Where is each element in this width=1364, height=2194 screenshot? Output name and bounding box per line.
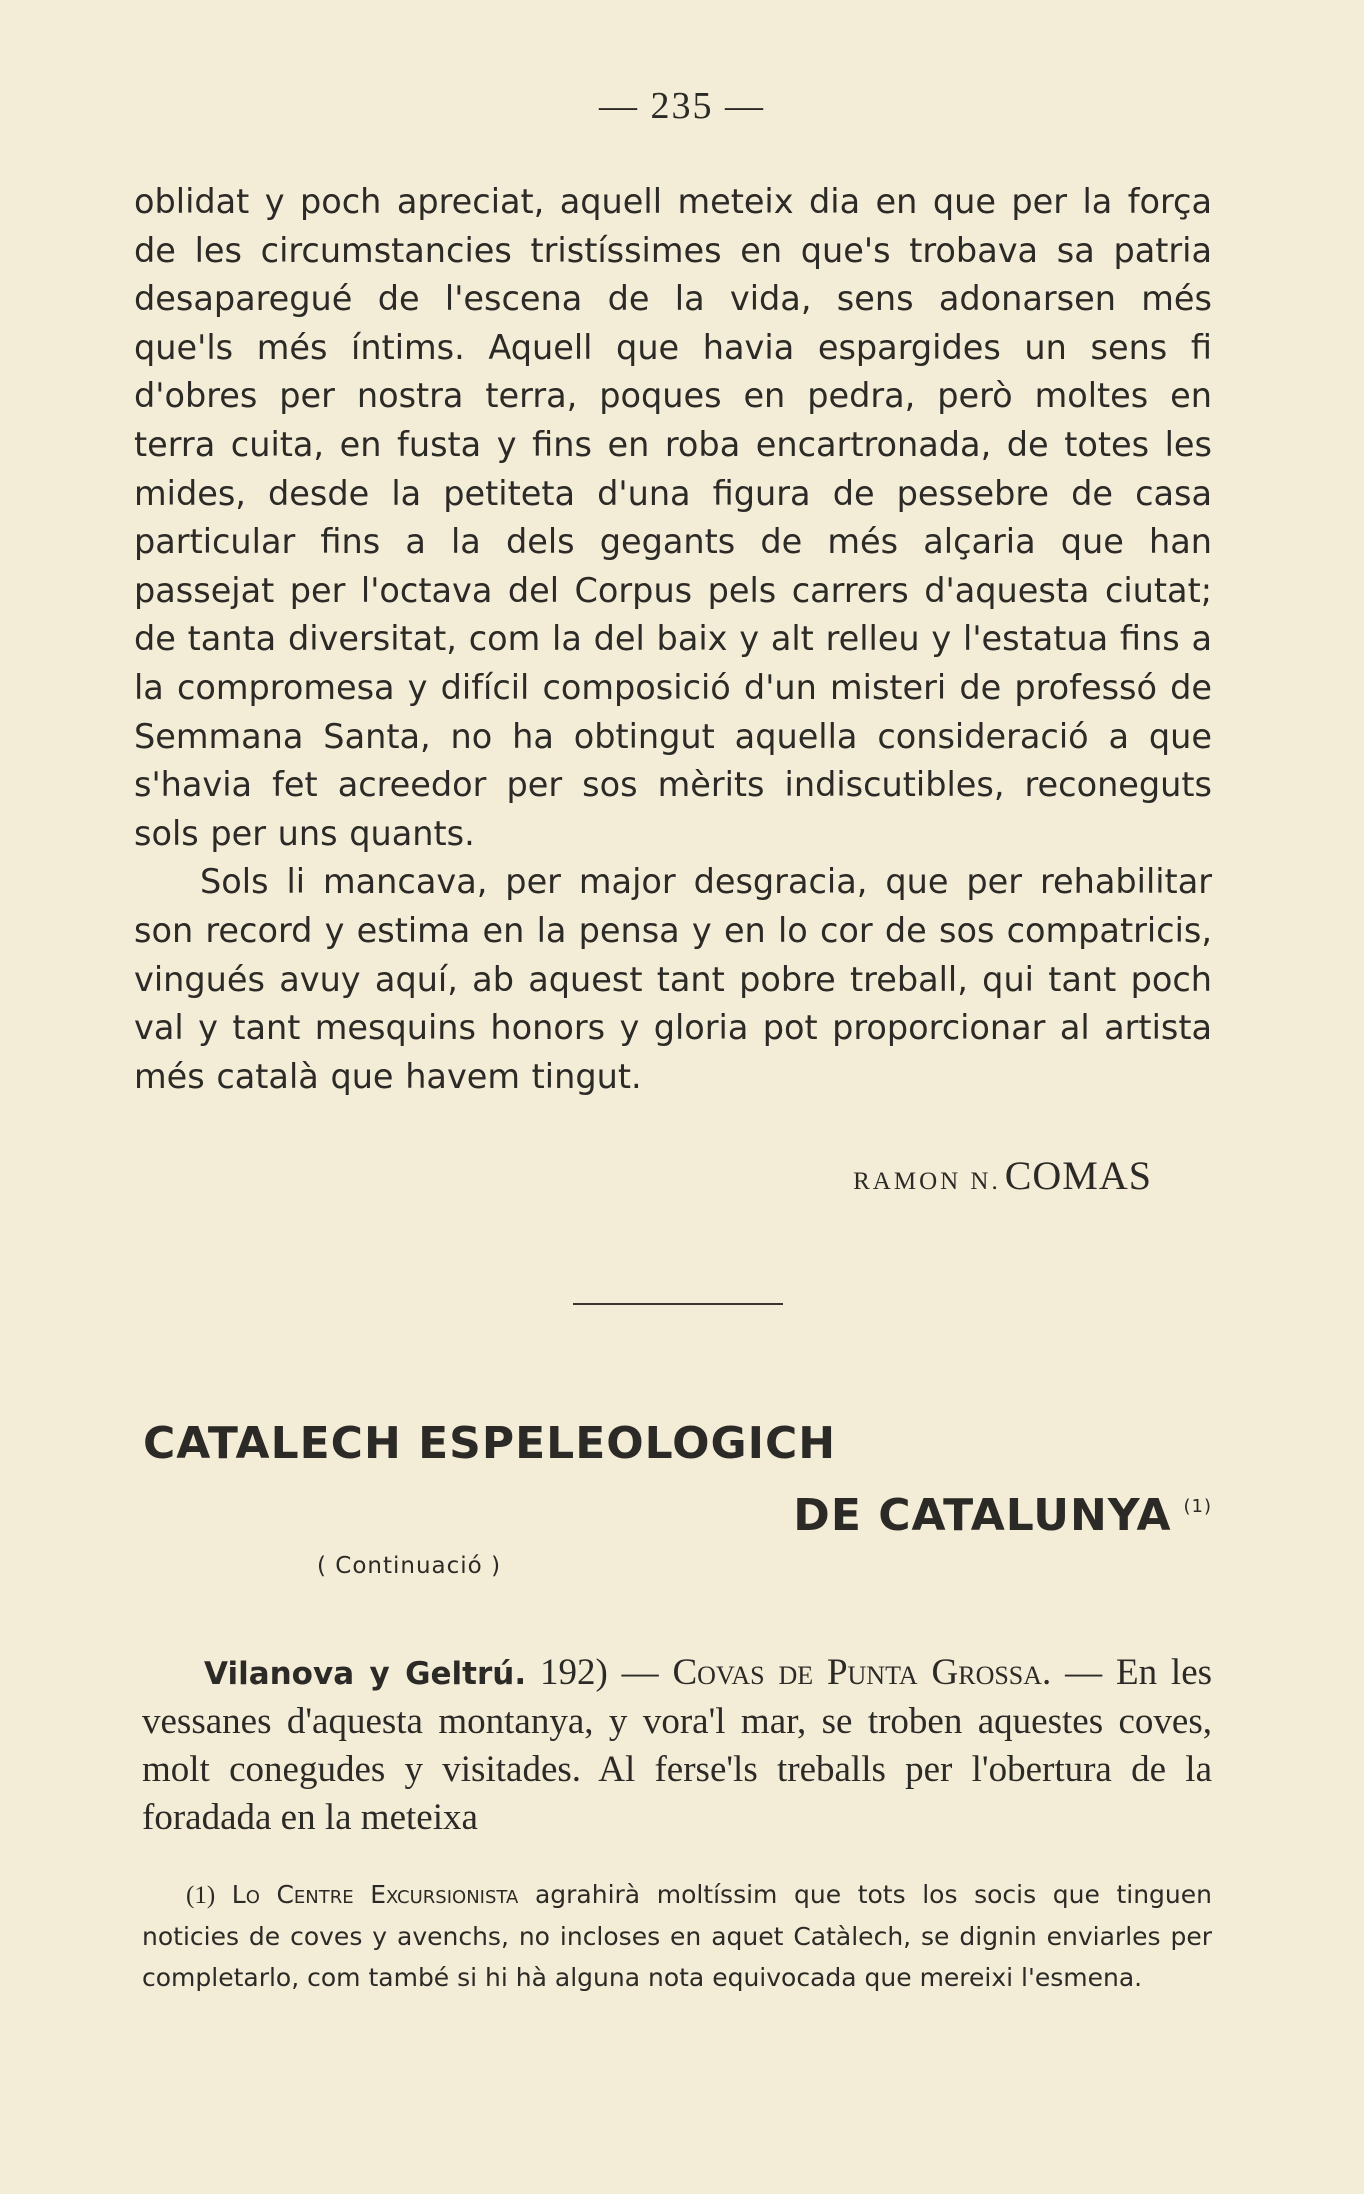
author-signature — [853, 1152, 1152, 1199]
page-number: — 235 — — [599, 85, 765, 127]
footnote-organization: Lo Centre Excursionista — [231, 1880, 519, 1909]
continued-text — [134, 178, 1212, 1101]
footnote-paragraph — [142, 1874, 1212, 1998]
footnote-marker: (1) — [186, 1882, 216, 1909]
footnote — [142, 1874, 1212, 1998]
entry-place: Vilanova y Geltrú. — [204, 1656, 527, 1692]
footnote-reference[interactable]: (1) — [1183, 1496, 1212, 1517]
signature-first-name: RAMON N. — [853, 1168, 1001, 1195]
entry-paragraph — [142, 1649, 1212, 1842]
catalogue-entry — [142, 1649, 1212, 1842]
entry-title: — Covas de Punta Grossa. — [621, 1652, 1052, 1693]
title-line-2-text: DE CATALUNYA — [793, 1490, 1172, 1541]
article-title-line-1: CATALECH ESPELEOLOGICH — [143, 1418, 837, 1469]
section-divider — [573, 1303, 783, 1305]
paragraph-2: Sols li mancava, per major desgracia, que per rehabilitar son record y estima en la pensa y en lo cor de sos compatricis, vingués avuy aquí, ab aquest tant pobre treball, qui tant poch val y tant mesquins honors y gloria pot proporcionar al artista més català que havem tingut. — [134, 862, 1212, 1096]
entry-number: 192) — [539, 1652, 608, 1693]
signature-surname: COMAS — [1004, 1153, 1152, 1198]
footnote-text: agrahirà moltíssim que tots los socis que tinguen noticies de coves y avenchs, no incloses en aquet Catàlech, se dignin enviarles per completarlo, com també si hi hà alguna nota equivocada que mereixi l'esmena. — [142, 1880, 1212, 1992]
paragraph-1: oblidat y poch apreciat, aquell meteix dia en que per la força de les circumstancies tristíssimes en que's trobava sa patria desaparegué de l'escena de la vida, sens adonarsen més que'ls més íntims. Aquell que havia espargides un sens fi d'obres per nostra terra, poques en pedra, però moltes en terra cuita, en fusta y fins en roba encartronada, de totes les mides, desde la petiteta d'una figura de pessebre de casa particular fins a la dels gegants de més alçaria que han passejat per l'octava del Corpus pels carrers d'aquesta ciutat; de tanta diversitat, com la del baix y alt relleu y l'estatua fins a la compromesa y difícil composició d'un misteri de professó de Semmana Santa, no ha obtingut aquella consideració a que s'havia fet acreedor per sos mèrits indiscutibles, reconeguts sols per uns quants. — [134, 182, 1212, 853]
entry-text: — En les vessanes d'aquesta montanya, y vora'l mar, se troben aquestes coves, molt conegudes y visitades. Al ferse'ls treballs per l'obertura de la foradada en la meteixa — [142, 1652, 1213, 1838]
article-subtitle: ( Continuació ) — [317, 1553, 502, 1579]
article-title-line-2 — [793, 1490, 1212, 1541]
